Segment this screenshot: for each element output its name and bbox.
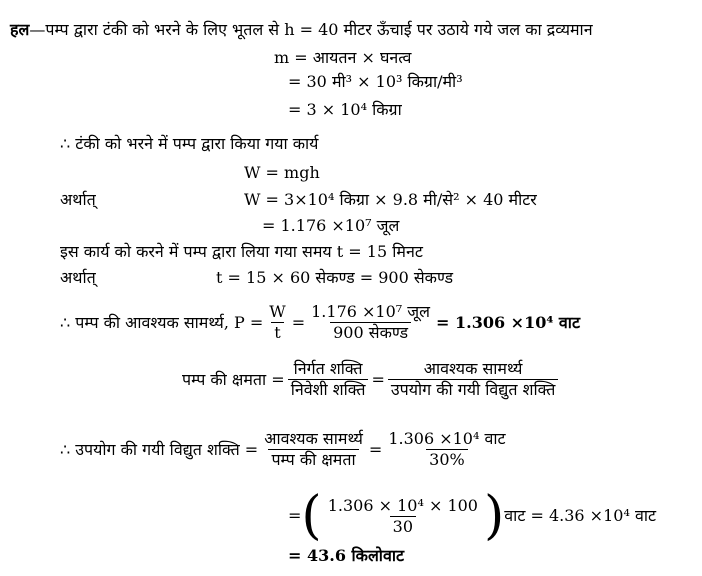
efficiency-f1-den: निवेशी शक्ति (288, 379, 369, 399)
work-formula: W = mgh (244, 163, 320, 182)
electric-f1-num: आवश्यक सामर्थ्य (264, 429, 363, 448)
power-result: = 1.306 ×10⁴ वाट (436, 312, 581, 332)
power-fraction-wt (266, 303, 288, 342)
electric-l2-rest: वाट = 4.36 ×10⁴ वाट (504, 506, 657, 525)
efficiency-f2-den: उपयोग की गयी विद्युत शक्ति (388, 379, 558, 399)
heading-text: पम्प द्वारा टंकी को भरने के लिए भूतल से h = 40 मीटर ऊँचाई पर उठाये गये जल का द्रव्यमान (45, 20, 593, 39)
electric-fraction-3 (325, 497, 481, 536)
efficiency-fraction-2 (388, 360, 558, 399)
efficiency-f1-num: निर्गत शक्ति (293, 359, 363, 378)
electric-l2-eq: = (288, 506, 302, 525)
mass-line-1: m = आयतन × घनत्व (274, 48, 412, 67)
electric-final: = 43.6 किलोवाट (288, 546, 405, 565)
work-intro: ∴ टंकी को भरने में पम्प द्वारा किया गया कार्य (60, 134, 319, 153)
power-fraction-values (308, 303, 433, 342)
power-intro: ∴ पम्प की आवश्यक सामर्थ्य, P = (60, 312, 264, 332)
electric-label: ∴ उपयोग की गयी विद्युत शक्ति = (60, 439, 259, 459)
electric-fraction-2 (385, 430, 508, 469)
electric-line-1 (60, 430, 512, 469)
left-paren-icon: ( (301, 486, 322, 546)
work-result: = 1.176 ×10⁷ जूल (262, 216, 400, 235)
efficiency-line (182, 360, 561, 399)
time-intro: इस कार्य को करने में पम्प द्वारा लिया गया समय t = 15 मिनट (60, 242, 423, 261)
electric-f1-den: पम्प की क्षमता (268, 449, 358, 469)
efficiency-f2-num: आवश्यक सामर्थ्य (423, 359, 523, 378)
electric-f3-den: 30 (390, 516, 416, 536)
heading-label: हल (10, 20, 30, 39)
efficiency-fraction-1 (288, 360, 369, 399)
heading-line (10, 20, 593, 40)
power-frac1-num: W (269, 302, 286, 321)
power-frac1-den: t (271, 322, 283, 342)
electric-f2-num: 1.306 ×10⁴ वाट (388, 429, 506, 448)
electric-f2-den: 30% (426, 449, 468, 469)
heading-dash: — (29, 20, 46, 39)
time-arthat: अर्थात् (60, 268, 96, 287)
electric-fraction-1 (261, 430, 366, 469)
electric-f3-num: 1.306 × 10⁴ × 100 (327, 495, 478, 515)
time-calc: t = 15 × 60 सेकण्ड = 900 सेकण्ड (216, 268, 454, 287)
efficiency-eq: = (371, 369, 385, 389)
power-frac2-num: 1.176 ×10⁷ जूल (311, 302, 431, 321)
work-arthat: अर्थात् (60, 190, 96, 209)
right-paren-icon: ) (483, 486, 505, 546)
work-substitution: W = 3×10⁴ किग्रा × 9.8 मी/से² × 40 मीटर (244, 190, 537, 209)
electric-eq: = (368, 439, 383, 459)
mass-line-3: = 3 × 10⁴ किग्रा (288, 100, 402, 119)
mass-line-2: = 30 मी³ × 10³ किग्रा/मी³ (288, 72, 463, 91)
power-line (60, 303, 580, 342)
power-eq: = (291, 312, 306, 332)
power-frac2-den: 900 सेकण्ड (330, 322, 411, 342)
electric-line-2 (288, 486, 656, 546)
efficiency-label: पम्प की क्षमता = (182, 369, 285, 389)
